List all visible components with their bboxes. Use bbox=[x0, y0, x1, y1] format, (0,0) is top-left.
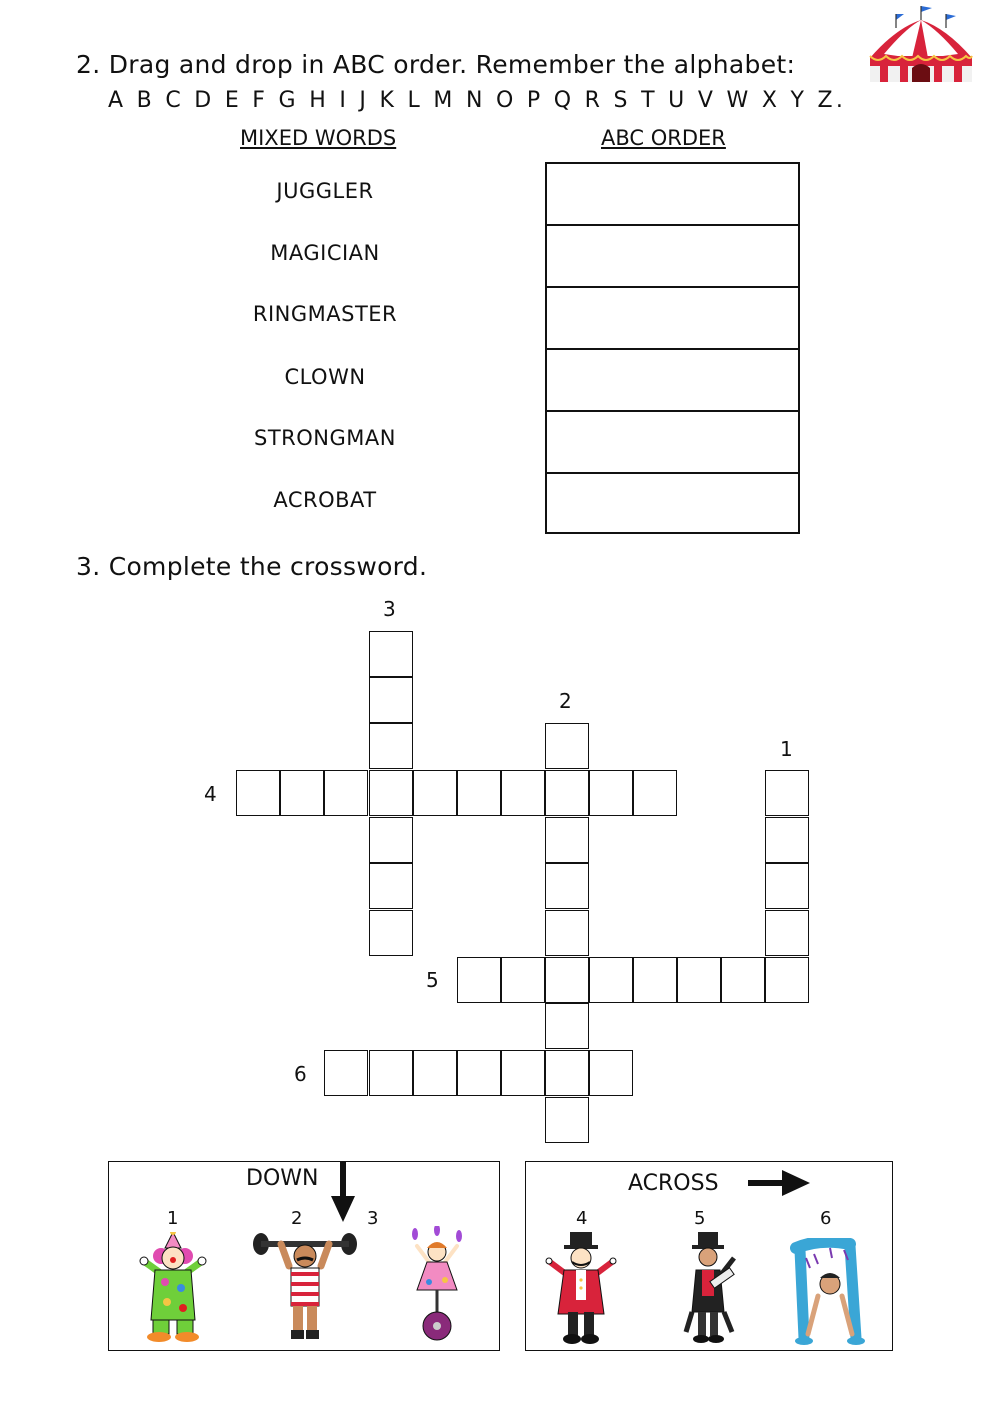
clue-number-4: 4 bbox=[204, 782, 217, 806]
strongman-icon bbox=[253, 1232, 357, 1342]
crossword-cell[interactable] bbox=[721, 957, 765, 1003]
crossword-cell[interactable] bbox=[457, 1050, 501, 1096]
clown-icon bbox=[137, 1232, 209, 1342]
crossword-cell[interactable] bbox=[369, 677, 413, 723]
crossword-cell[interactable] bbox=[545, 817, 589, 863]
crossword-cell[interactable] bbox=[369, 631, 413, 677]
draggable-word-magician[interactable]: MAGICIAN bbox=[270, 241, 380, 265]
crossword-cell[interactable] bbox=[589, 1050, 633, 1096]
down-clue-3-number: 3 bbox=[367, 1208, 379, 1229]
crossword-cell[interactable] bbox=[324, 770, 368, 816]
clue-number-1: 1 bbox=[780, 737, 793, 761]
ringmaster-icon bbox=[544, 1232, 618, 1346]
acrobat-icon bbox=[790, 1238, 868, 1346]
across-clue-5-number: 5 bbox=[694, 1208, 706, 1229]
crossword-cell[interactable] bbox=[677, 957, 721, 1003]
magician-icon bbox=[676, 1232, 742, 1346]
crossword-cell[interactable] bbox=[545, 770, 589, 816]
crossword-cell[interactable] bbox=[324, 1050, 368, 1096]
crossword-cell[interactable] bbox=[413, 1050, 457, 1096]
across-clues-box bbox=[525, 1161, 893, 1351]
crossword-cell[interactable] bbox=[545, 1097, 589, 1143]
crossword-cell[interactable] bbox=[501, 770, 545, 816]
alphabet-reference: A B C D E F G H I J K L M N O P Q R S T U V W X Y Z. bbox=[108, 88, 847, 113]
down-clue-1-number: 1 bbox=[167, 1208, 179, 1229]
crossword-cell[interactable] bbox=[545, 1003, 589, 1049]
crossword-cell[interactable] bbox=[501, 957, 545, 1003]
crossword-cell[interactable] bbox=[369, 770, 413, 816]
clue-number-2: 2 bbox=[559, 689, 572, 713]
crossword-cell[interactable] bbox=[369, 863, 413, 909]
down-clues-box bbox=[108, 1161, 500, 1351]
arrow-down-icon bbox=[331, 1162, 355, 1224]
crossword-cell[interactable] bbox=[545, 957, 589, 1003]
crossword-cell[interactable] bbox=[369, 817, 413, 863]
crossword-cell[interactable] bbox=[545, 863, 589, 909]
draggable-word-ringmaster[interactable]: RINGMASTER bbox=[252, 302, 398, 326]
crossword-cell[interactable] bbox=[369, 910, 413, 956]
section-2-title: 2. Drag and drop in ABC order. Remember the alphabet: bbox=[76, 50, 796, 79]
juggler-icon bbox=[405, 1226, 469, 1344]
abc-order-header: ABC ORDER bbox=[601, 126, 726, 150]
crossword-cell[interactable] bbox=[545, 1050, 589, 1096]
crossword-cell[interactable] bbox=[501, 1050, 545, 1096]
clue-number-5: 5 bbox=[426, 968, 439, 992]
down-clue-2-number: 2 bbox=[291, 1208, 303, 1229]
draggable-word-juggler[interactable]: JUGGLER bbox=[276, 179, 374, 203]
mixed-words-header: MIXED WORDS bbox=[240, 126, 397, 150]
crossword-cell[interactable] bbox=[589, 770, 633, 816]
crossword-cell[interactable] bbox=[413, 770, 457, 816]
across-clue-6-number: 6 bbox=[820, 1208, 832, 1229]
crossword-cell[interactable] bbox=[280, 770, 324, 816]
crossword-cell[interactable] bbox=[765, 910, 809, 956]
crossword-cell[interactable] bbox=[633, 957, 677, 1003]
crossword-cell[interactable] bbox=[236, 770, 280, 816]
crossword-cell[interactable] bbox=[765, 957, 809, 1003]
section-3-title: 3. Complete the crossword. bbox=[76, 552, 428, 581]
draggable-word-acrobat[interactable]: ACROBAT bbox=[273, 488, 377, 512]
clue-number-3: 3 bbox=[383, 597, 396, 621]
across-clue-4-number: 4 bbox=[576, 1208, 588, 1229]
crossword-cell[interactable] bbox=[457, 957, 501, 1003]
crossword-cell[interactable] bbox=[545, 910, 589, 956]
crossword-cell[interactable] bbox=[765, 817, 809, 863]
across-heading: ACROSS bbox=[628, 1171, 719, 1196]
crossword-cell[interactable] bbox=[369, 723, 413, 769]
crossword-cell[interactable] bbox=[633, 770, 677, 816]
crossword-cell[interactable] bbox=[457, 770, 501, 816]
down-heading: DOWN bbox=[246, 1166, 319, 1191]
clue-number-6: 6 bbox=[294, 1062, 307, 1086]
crossword-cell[interactable] bbox=[369, 1050, 413, 1096]
crossword-cell[interactable] bbox=[765, 863, 809, 909]
crossword-cell[interactable] bbox=[765, 770, 809, 816]
crossword-cell[interactable] bbox=[589, 957, 633, 1003]
draggable-word-strongman[interactable]: STRONGMAN bbox=[254, 426, 396, 450]
draggable-word-clown[interactable]: CLOWN bbox=[284, 365, 366, 389]
arrow-right-icon bbox=[748, 1170, 810, 1196]
crossword-cell[interactable] bbox=[545, 723, 589, 769]
